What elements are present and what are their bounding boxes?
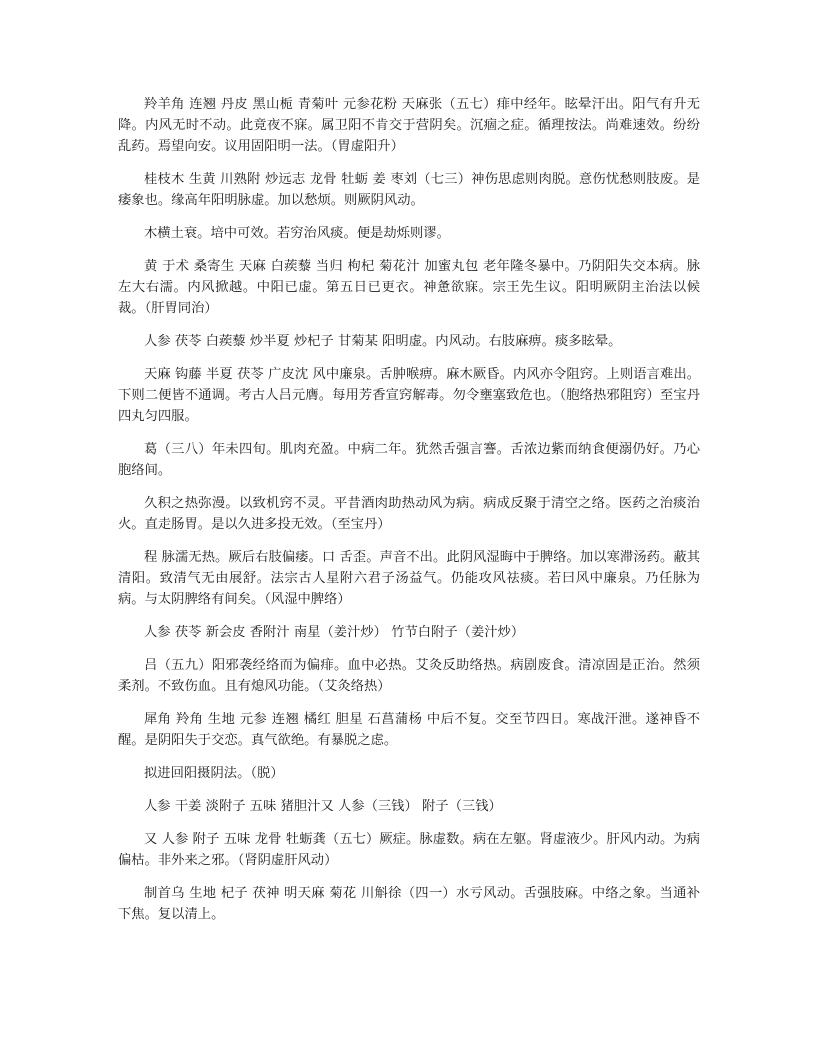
paragraph: 吕（五九）阳邪袭经络而为偏痱。血中必热。艾灸反助络热。病剧废食。清凉固是正治。然须柔剂。不致伤血。且有熄风功能。（艾灸络热） <box>118 658 700 694</box>
paragraph: 又 人参 附子 五味 龙骨 牡蛎龚（五七）厥症。脉虚数。病在左躯。肾虚液少。肝风内动。为病偏枯。非外来之邪。（肾阴虚肝风动） <box>118 832 700 868</box>
paragraph: 葛（三八）年未四旬。肌肉充盈。中病二年。犹然舌强言謇。舌浓边紫而纳食便溺仍好。乃心胞络间。 <box>118 442 700 478</box>
paragraph: 犀角 羚角 生地 元参 连翘 橘红 胆星 石菖蒲杨 中后不复。交至节四日。寒战汗泄。遂神昏不醒。是阴阳失于交恋。真气欲绝。有暴脱之虑。 <box>118 712 700 748</box>
paragraph: 人参 茯苓 白蒺藜 炒半夏 炒杞子 甘菊某 阳明虚。内风动。右肢麻痹。痰多眩晕。 <box>144 334 622 349</box>
paragraph: 桂枝木 生黄 川熟附 炒远志 龙骨 牡蛎 姜 枣刘（七三）神伤思虑则肉脱。意伤忧愁则肢废。是痿象也。缘高年阳明脉虚。加以愁烦。则厥阴风动。 <box>118 172 700 208</box>
paragraph: 天麻 钩藤 半夏 茯苓 广皮沈 风中廉泉。舌肿喉痹。麻木厥昏。内风亦令阻窍。上则语言难出。下则二便皆不通调。考古人吕元膺。每用芳香宣窍解毒。勿令壅塞致危也。（胞络热邪阻窍）至宝丹四丸匀四服。 <box>118 367 700 424</box>
paragraph: 人参 茯苓 新会皮 香附汁 南星（姜汁炒） 竹节白附子（姜汁炒） <box>144 625 525 640</box>
paragraph: 久积之热弥漫。以致机窍不灵。平昔酒肉助热动风为病。病成反聚于清空之络。医药之治痰治火。直走肠胃。是以久进多投无效。（至宝丹） <box>118 496 700 532</box>
paragraph: 人参 干姜 淡附子 五味 猪胆汁又 人参（三钱） 附子（三钱） <box>144 799 502 814</box>
paragraph: 拟进回阳摄阴法。（脱） <box>144 766 284 781</box>
paragraph: 木横土衰。培中可效。若穷治风痰。便是劫烁则谬。 <box>144 226 450 241</box>
document-page <box>118 94 700 937</box>
paragraph: 黄 于术 桑寄生 天麻 白蒺藜 当归 枸杞 菊花汁 加蜜丸包 老年隆冬暴中。乃阴阳失交本病。脉左大右濡。内风掀越。中阳已虚。第五日已更衣。神惫欲寐。宗王先生议。阳明厥阴主治法以候裁。（肝胃同治） <box>118 259 700 316</box>
paragraph: 程 脉濡无热。厥后右肢偏痿。口 舌歪。声音不出。此阴风湿晦中于脾络。加以寒滞汤药。蔽其清阳。致清气无由展舒。法宗古人星附六君子汤益气。仍能攻风祛痰。若曰风中廉泉。乃任脉为病。与太阴脾络有间矣。（风湿中脾络） <box>118 550 700 607</box>
paragraph: 羚羊角 连翘 丹皮 黑山栀 青菊叶 元参花粉 天麻张（五七）痱中经年。眩晕汗出。阳气有升无降。内风无时不动。此竟夜不寐。属卫阳不肯交于营阴矣。沉痼之症。循理按法。尚难速效。纷纷乱药。焉望向安。议用固阳明一法。（胃虚阳升） <box>118 97 700 154</box>
paragraph: 制首乌 生地 杞子 茯神 明天麻 菊花 川斛徐（四一）水亏风动。舌强肢麻。中络之象。当通补下焦。复以清上。 <box>118 886 700 922</box>
